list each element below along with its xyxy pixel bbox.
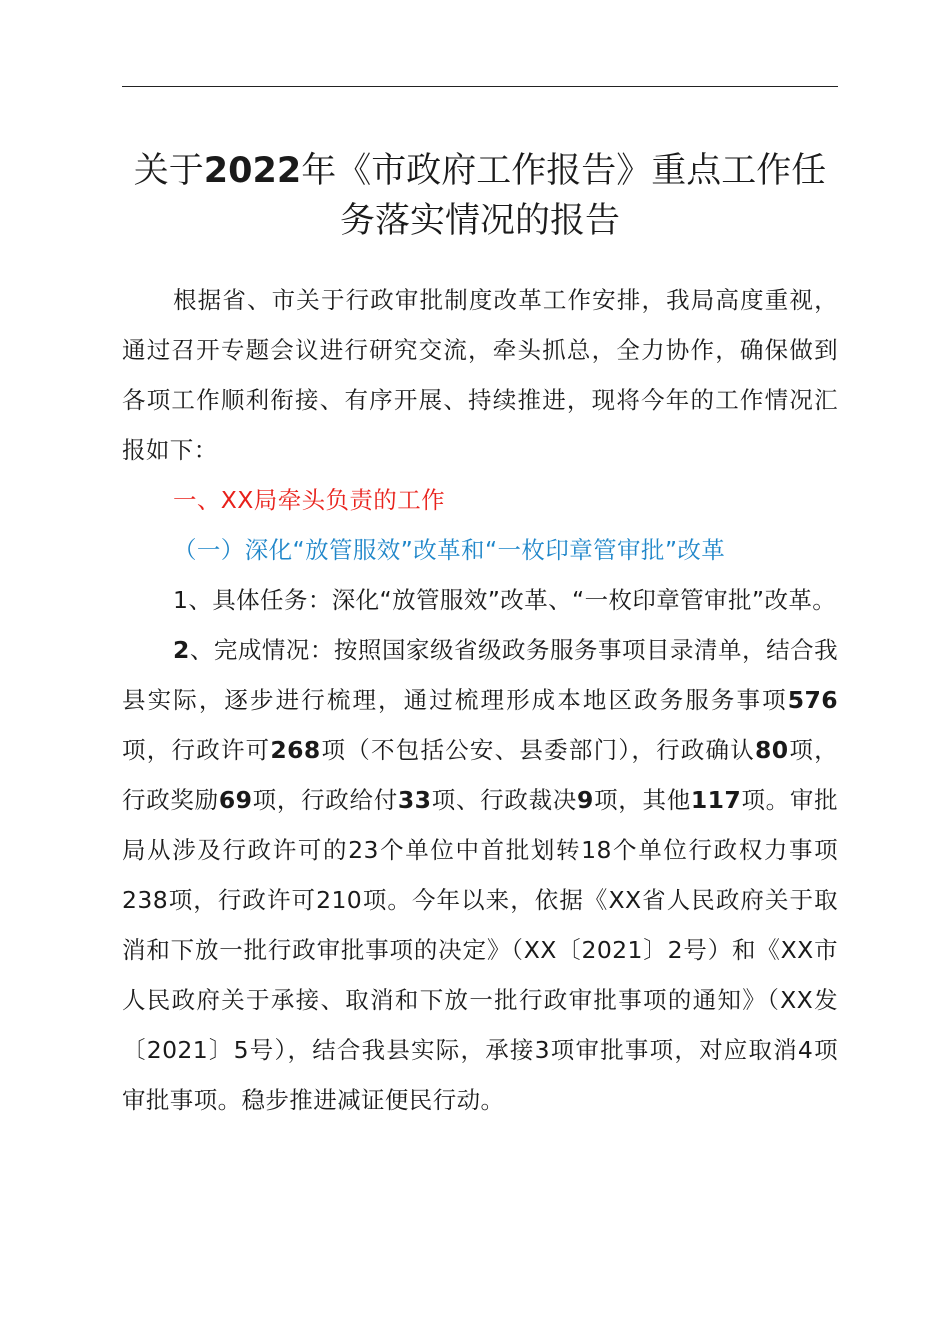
count-ruling: 9	[577, 786, 594, 814]
intro-paragraph: 根据省、市关于行政审批制度改革工作安排，我局高度重视，通过召开专题会议进行研究交流，牵头抓总，全力协作，确保做到各项工作顺利衔接、有序开展、持续推进，现将今年的工作情况汇报如下：	[122, 286, 838, 464]
header-rule	[122, 86, 838, 87]
document-body	[122, 275, 838, 1125]
document-title: 关于2022年《市政府工作报告》重点工作任 务落实情况的报告	[133, 151, 827, 241]
title-year: 2022	[203, 151, 302, 191]
count-reward: 69	[218, 786, 253, 814]
count-confirm: 80	[755, 736, 789, 764]
count-license: 268	[270, 736, 321, 764]
count-payment: 33	[397, 786, 432, 814]
task-paragraph: 1、具体任务：深化“放管服效”改革、“一枚印章管审批”改革。	[173, 586, 837, 614]
count-total: 576	[787, 686, 838, 714]
completion-paragraph: 2、完成情况：按照国家级省级政务服务事项目录清单，结合我县实际，逐步进行梳理，通过梳理形成本地区政务服务事项576项，行政许可268项（不包括公安、县委部门），行政确认80项，行政奖励69项，行政给付33项、行政裁决9项，其他117项。审批局从涉及行政许可的23个单位中首批划转18个单位行政权力事项238项，行政许可210项。今年以来，依据《XX省人民政府关于取消和下放一批行政审批事项的决定》（XX〔2021〕2号）和《XX市人民政府关于承接、取消和下放一批行政审批事项的通知》（XX发〔2021〕5号），结合我县实际，承接3项审批事项，对应取消4项审批事项。稳步推进减证便民行动。	[122, 636, 839, 1114]
section-heading-1: 一、XX局牵头负责的工作	[173, 486, 445, 514]
count-other: 117	[690, 786, 742, 814]
subsection-heading-1: （一）深化“放管服效”改革和“一枚印章管审批”改革	[173, 536, 726, 564]
